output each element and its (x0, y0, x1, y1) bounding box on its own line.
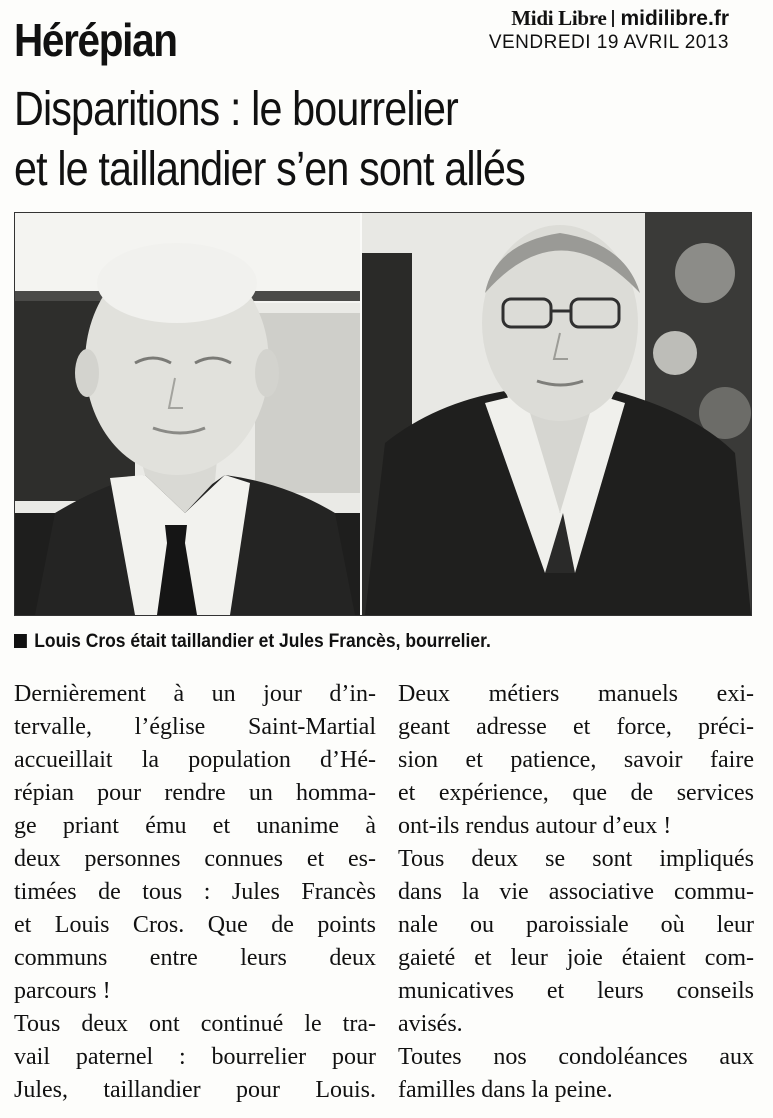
newspaper-brand: Midi Libre (511, 6, 607, 30)
caption-text: Louis Cros était taillandier et Jules Francès, bourrelier. (34, 631, 491, 652)
right-line-9: gaieté et leur joie étaient com- (398, 945, 754, 971)
article-column-right (398, 678, 754, 1107)
brand-separator (612, 10, 614, 27)
right-line-6: Tous deux se sont impliqués (398, 846, 754, 872)
left-line-6: deux personnes connues et es- (14, 846, 376, 872)
right-line-5: ont-ils rendus autour d’eux ! (398, 813, 672, 839)
right-line-10: municatives et leurs conseils (398, 978, 754, 1004)
caption-square-icon (14, 634, 27, 648)
portrait-photos (14, 212, 752, 616)
locality-heading: Hérépian (14, 14, 177, 66)
right-line-2: geant adresse et force, préci- (398, 714, 754, 740)
portrait-left-photo (15, 213, 360, 615)
left-line-11: Tous deux ont continué le tra- (14, 1011, 376, 1037)
right-line-12: Toutes nos condoléances aux (398, 1044, 754, 1070)
left-line-13: Jules, taillandier pour Louis. (14, 1077, 376, 1103)
right-line-13: familles dans la peine. (398, 1077, 613, 1103)
photo-caption (14, 630, 695, 654)
left-line-5: ge priant ému et unanime à (14, 813, 376, 839)
article-headline (14, 80, 525, 200)
right-line-11: avisés. (398, 1011, 463, 1037)
left-line-8: et Louis Cros. Que de points (14, 912, 376, 938)
left-line-9: communs entre leurs deux (14, 945, 376, 971)
left-line-1: Dernièrement à un jour d’in- (14, 681, 376, 707)
newspaper-site: midilibre.fr (620, 7, 729, 30)
brand-line (429, 6, 729, 31)
headline-line-2: et le taillandier s’en sont allés (14, 143, 525, 196)
right-line-1: Deux métiers manuels exi- (398, 681, 754, 707)
left-line-3: accueillait la population d’Hé- (14, 747, 376, 773)
right-line-8: nale ou paroissiale où leur (398, 912, 754, 938)
right-line-4: et expérience, que de services (398, 780, 754, 806)
left-line-4: répian pour rendre un hommа- (14, 780, 376, 806)
right-line-7: dans la vie associative commu- (398, 879, 754, 905)
left-line-12: vail paternel : bourrelier pour (14, 1044, 376, 1070)
left-line-2: tervalle, l’église Saint-Martial (14, 714, 376, 740)
article-column-left (14, 678, 376, 1107)
left-line-7: timées de tous : Jules Francès (14, 879, 376, 905)
publication-date: VENDREDI 19 AVRIL 2013 (488, 32, 729, 53)
masthead (429, 6, 729, 55)
headline-line-1: Disparitions : le bourrelier (14, 83, 458, 136)
right-line-3: sion et patience, savoir faire (398, 747, 754, 773)
left-line-10: parcours ! (14, 978, 111, 1004)
portrait-right-photo (362, 213, 751, 615)
